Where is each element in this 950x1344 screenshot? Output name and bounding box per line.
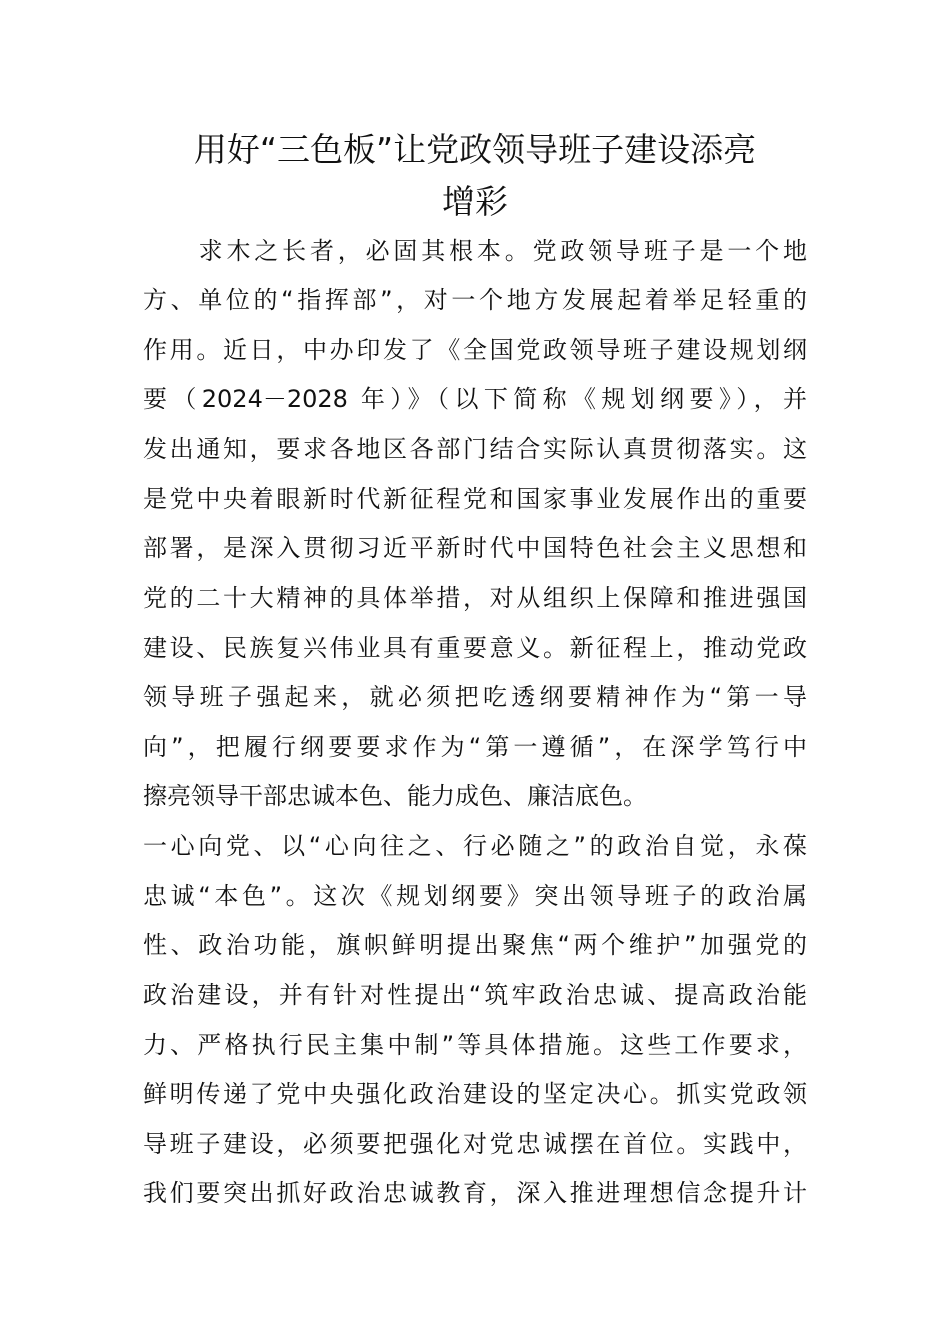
paragraph-line: 忠诚“本色”。这次《规划纲要》突出领导班子的政治属 [143,882,807,910]
paragraph-line: 政治建设，并有针对性提出“筑牢政治忠诚、提高政治能 [143,981,807,1009]
title-line-2: 增彩 [442,182,508,221]
paragraph-line: 部署，是深入贯彻习近平新时代中国特色社会主义思想和 [143,534,807,562]
paragraph-line: 导班子建设，必须要把强化对党忠诚摆在首位。实践中， [143,1130,807,1158]
paragraph-line: 向”，把履行纲要要求作为“第一遵循”，在深学笃行中 [143,733,807,761]
paragraph-line: 鲜明传递了党中央强化政治建设的坚定决心。抓实党政领 [143,1080,807,1108]
paragraph-line: 要（2024－2028 年）》（以下简称《规划纲要》），并 [143,385,807,413]
paragraph-line: 性、政治功能，旗帜鲜明提出聚焦“两个维护”加强党的 [143,931,807,959]
document-title [140,124,810,228]
title-line-1: 用好“三色板”让党政领导班子建设添亮 [193,130,757,169]
paragraph-line: 作用。近日，中办印发了《全国党政领导班子建设规划纲 [143,336,807,364]
paragraph-line: 方、单位的“指挥部”，对一个地方发展起着举足轻重的 [143,286,807,314]
paragraph-line: 我们要突出抓好政治忠诚教育，深入推进理想信念提升计 [143,1179,807,1207]
paragraph-line: 擦亮领导干部忠诚本色、能力成色、廉洁底色。 [143,782,647,810]
paragraph-line: 建设、民族复兴伟业具有重要意义。新征程上，推动党政 [143,634,807,662]
paragraph-line: 领导班子强起来，就必须把吃透纲要精神作为“第一导 [143,683,807,711]
paragraph-line: 一心向党、以“心向往之、行必随之”的政治自觉，永葆 [143,832,807,860]
paragraph-line: 是党中央着眼新时代新征程党和国家事业发展作出的重要 [143,485,807,513]
paragraph-line: 党的二十大精神的具体举措，对从组织上保障和推进强国 [143,584,807,612]
paragraph-line: 发出通知，要求各地区各部门结合实际认真贯彻落实。这 [143,435,807,463]
paragraph-line: 求木之长者，必固其根本。党政领导班子是一个地 [143,237,807,265]
paragraph-line: 力、严格执行民主集中制”等具体措施。这些工作要求， [143,1031,807,1059]
